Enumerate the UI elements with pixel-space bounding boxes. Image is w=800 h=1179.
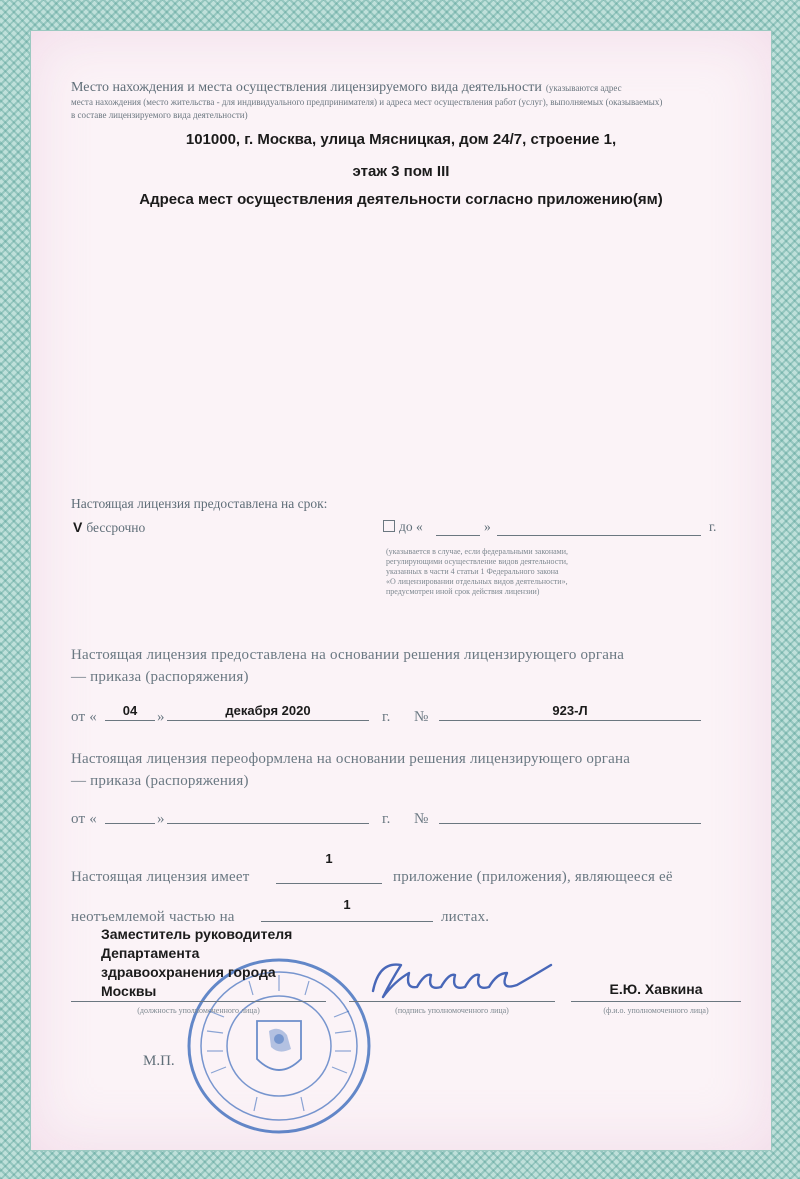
header-title: Место нахождения и места осуществления лицензируемого вида деятельности bbox=[71, 80, 542, 95]
decision-text-2: — приказа (распоряжения) bbox=[71, 669, 249, 685]
appendix-text-1: Настоящая лицензия имеет bbox=[71, 869, 250, 885]
decision-year-suffix: г. bbox=[382, 709, 391, 725]
term-quote-close: » bbox=[484, 519, 491, 534]
reissue-number-line bbox=[439, 823, 701, 824]
reissue-number-label: № bbox=[414, 811, 429, 827]
license-page bbox=[30, 30, 772, 1151]
reissue-day-line bbox=[105, 823, 155, 824]
handwritten-signature bbox=[361, 951, 581, 1011]
term-year-suffix: г. bbox=[709, 519, 717, 534]
decision-month-line bbox=[167, 720, 369, 721]
reissue-month-line bbox=[167, 823, 369, 824]
header-note-2: места нахождения (место жительства - для индивидуального предпринимателя) и адреса мест осуществления работ (услуг), выполняемых (оказываемых) bbox=[71, 97, 663, 107]
reissue-text-1: Настоящая лицензия переоформлена на основании решения лицензирующего органа bbox=[71, 751, 631, 767]
reissue-quote-close: » bbox=[157, 811, 165, 827]
position-line-1: Заместитель руководителя bbox=[101, 926, 293, 942]
address-line-3: Адреса мест осуществления деятельности согласно приложению(ям) bbox=[139, 191, 663, 208]
appendix-text-3: неотъемлемой частью на bbox=[71, 909, 235, 925]
term-note: (указывается в случае, если федеральными законами, регулирующими осуществление видов деятельности, указанных в части 4 статьи 1 Федерального закона «О лицензировании отдельных видов деятельности», предусмотрен иной срок действия лицензии) bbox=[386, 547, 569, 596]
decision-text-1: Настоящая лицензия предоставлена на основании решения лицензирующего органа bbox=[71, 647, 625, 663]
decision-number-label: № bbox=[414, 709, 429, 725]
decision-day: 04 bbox=[122, 703, 138, 718]
position-line-4: Москвы bbox=[101, 983, 157, 999]
term-month-line bbox=[497, 535, 701, 536]
check-mark-icon: V bbox=[73, 519, 83, 535]
appendix-count-line bbox=[276, 883, 382, 884]
address-line-1: 101000, г. Москва, улица Мясницкая, дом 24/7, строение 1, bbox=[185, 131, 617, 148]
decision-month-year: декабря 2020 bbox=[225, 703, 311, 718]
appendix-sheets: 1 bbox=[343, 897, 351, 912]
term-until-option bbox=[383, 519, 423, 535]
position-line-3: здравоохранения города bbox=[101, 964, 276, 980]
appendix-count: 1 bbox=[325, 851, 333, 866]
header-note-1: (указываются адрес bbox=[545, 83, 622, 93]
term-label: Настоящая лицензия предоставлена на срок: bbox=[71, 496, 328, 511]
decision-day-line bbox=[105, 720, 155, 721]
position-block bbox=[101, 925, 292, 1001]
decision-quote-close: » bbox=[157, 709, 165, 725]
checkbox-icon bbox=[383, 520, 395, 532]
term-unlimited-option bbox=[73, 519, 145, 537]
position-line-2: Департамента bbox=[101, 945, 200, 961]
appendix-text-4: листах. bbox=[441, 909, 490, 925]
reissue-text-2: — приказа (распоряжения) bbox=[71, 773, 249, 789]
signature-line bbox=[349, 1001, 555, 1002]
address-line-2: этаж 3 пом III bbox=[352, 163, 450, 180]
reissue-year-suffix: г. bbox=[382, 811, 391, 827]
position-caption: (должность уполномоченного лица) bbox=[137, 1006, 260, 1015]
appendix-text-2: приложение (приложения), являющееся её bbox=[393, 869, 673, 885]
header-block bbox=[71, 79, 751, 122]
term-until-prefix: до « bbox=[399, 519, 423, 534]
decision-number: 923-Л bbox=[552, 703, 588, 718]
term-unlimited-label: бессрочно bbox=[86, 520, 146, 535]
header-note-3: в составе лицензируемого вида деятельности) bbox=[71, 110, 248, 120]
decision-number-line bbox=[439, 720, 701, 721]
name-caption: (ф.и.о. уполномоченного лица) bbox=[603, 1006, 709, 1015]
name-line bbox=[571, 1001, 741, 1002]
reissue-from-prefix: от « bbox=[71, 811, 97, 827]
appendix-sheets-line bbox=[261, 921, 433, 922]
position-line bbox=[71, 1001, 326, 1002]
term-day-line bbox=[436, 535, 480, 536]
decision-from-prefix: от « bbox=[71, 709, 97, 725]
signer-name: Е.Ю. Хавкина bbox=[609, 981, 703, 997]
signature-caption: (подпись уполномоченного лица) bbox=[395, 1006, 509, 1015]
seal-label: М.П. bbox=[143, 1053, 175, 1069]
